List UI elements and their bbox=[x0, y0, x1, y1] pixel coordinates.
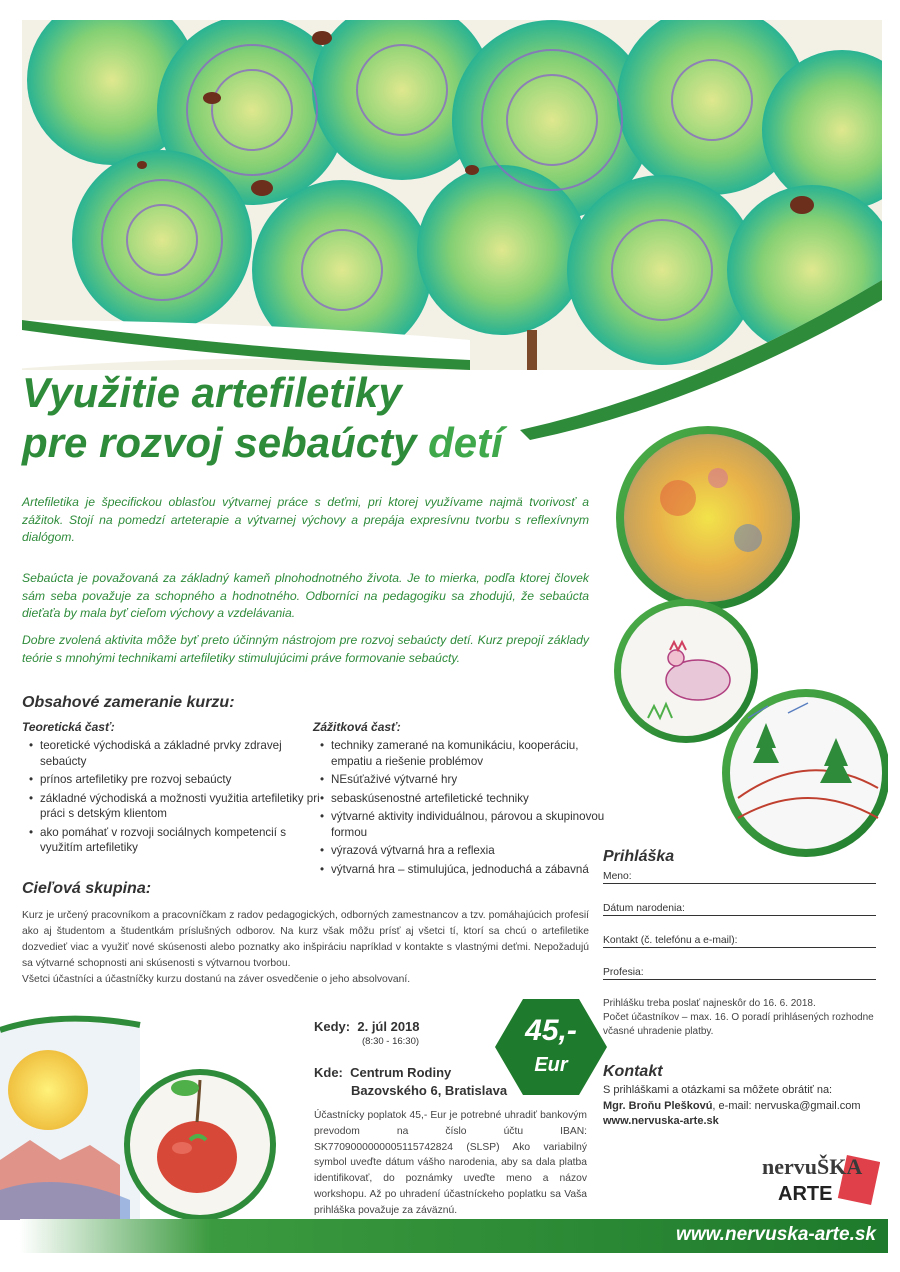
contact-line: S prihláškami a otázkami sa môžete obrátiť na: bbox=[603, 1084, 833, 1096]
artwork-circles bbox=[598, 418, 888, 868]
nervuska-arte-logo bbox=[760, 1150, 880, 1208]
price-amount: 45,- bbox=[525, 1014, 577, 1047]
profession-field[interactable]: Profesia: bbox=[603, 967, 876, 980]
list-item: • teoretické východiská a základné prvky zdravej sebaúcty bbox=[40, 738, 320, 769]
registration-heading: Prihláška bbox=[603, 848, 675, 865]
focus-heading: Obsahové zameranie kurzu: bbox=[22, 694, 235, 711]
page-title bbox=[22, 368, 582, 468]
contact-person bbox=[603, 1099, 888, 1115]
title-line-1: Využitie artefiletiky bbox=[22, 369, 402, 416]
list-item: • ako pomáhať v rozvoji sociálnych kompetencií s využitím artefiletiky bbox=[40, 825, 320, 856]
place-address: Bazovského 6, Bratislava bbox=[351, 1083, 508, 1098]
contact-field[interactable]: Kontakt (č. telefónu a e-mail): bbox=[603, 935, 876, 948]
list-item: • výtvarné aktivity individuálnou, párovou a skupinovou formou bbox=[331, 809, 611, 840]
place-name: Centrum Rodiny bbox=[350, 1065, 452, 1080]
registration-note-1: Prihlášku treba poslať najneskôr do 16. 6. 2018. bbox=[603, 998, 816, 1009]
event-date bbox=[314, 1019, 420, 1034]
intro-paragraph-1: Artefiletika je špecifickou oblasťou výtvarnej práce s deťmi, pri ktorej využívame najmä tvorivosť a zážitok. Stojí na pomedzí arteterapie a výtvarnej výchovy a prepája expresívnu tvorbu s reflexívnym dialógom. bbox=[22, 495, 589, 544]
target-paragraph-2: Všetci účastníci a účastníčky kurzu dostanú na záver osvedčenie o jeho absolvovaní. bbox=[22, 974, 411, 985]
where-label: Kde: bbox=[314, 1065, 343, 1080]
list-item: • NEsúťaživé výtvarné hry bbox=[331, 772, 611, 788]
theory-list bbox=[22, 738, 320, 859]
list-item: • prínos artefiletiky pre rozvoj sebaúcty bbox=[40, 772, 320, 788]
intro-paragraph-3: Dobre zvolená aktivita môže byť preto účinným nástrojom pre rozvoj sebaúcty detí. Kurz prepojí základy teórie s mnohými technikami artefiletiky stimulujúcimi práve formovanie sebaúcty. bbox=[22, 633, 589, 665]
bottom-left-artwork bbox=[0, 1010, 300, 1220]
list-item: • techniky zamerané na komunikáciu, kooperáciu, empatiu a riešenie problémov bbox=[331, 738, 611, 769]
contact-text bbox=[603, 1083, 888, 1130]
list-item: • základné východiská a možnosti využitia artefiletiky pri práci s detským klientom bbox=[40, 791, 320, 822]
target-paragraph-1: Kurz je určený pracovníkom a pracovníčkam z radov pedagogických, odborných zamestnancov a tzv. pomáhajúcich profesií ako aj študentom a študentkám príslušných odborov. Na kurz však môžu prísť aj všetci tí, ktorí sa chcú o artefiletike dozvedieť viac a využiť nové skúsenosti alebo poznatky ako inšpiráciu napríklad v kontakte s vlastnými deťmi. Nepožadujú sa výtvarné schopnosti ani skúsenosti s výtvarnou tvorbou. bbox=[22, 910, 589, 969]
registration-note-2: Počet účastníkov – max. 16. O poradí prihlásených rozhodne včasné uhradenie platby. bbox=[603, 1012, 874, 1037]
contact-email[interactable]: nervuska@gmail.com bbox=[754, 1099, 861, 1112]
intro-paragraph-2: Sebaúcta je považovaná za základný kameň plnohodnotného života. Je to mierka, podľa ktorej človek sám seba považuje za schopného a hodnotného. Odborníci na pedagogiku sa zhodujú, že sebaúcta dieťaťa by mala byť cieľom výchovy a vzdelávania. bbox=[22, 571, 589, 620]
registration-note bbox=[603, 997, 883, 1039]
email-prefix: , e-mail: bbox=[712, 1099, 755, 1112]
list-item: • výtvarná hra – stimulujúca, jednoduchá a zábavná bbox=[331, 862, 611, 878]
birthdate-field[interactable]: Dátum narodenia: bbox=[603, 903, 876, 916]
logo-word-1: nervuŠKA bbox=[762, 1154, 863, 1179]
list-item: • výrazová výtvarná hra a reflexia bbox=[331, 843, 611, 859]
contact-web-link[interactable]: www.nervuska-arte.sk bbox=[603, 1115, 719, 1127]
title-line-2b: detí bbox=[428, 419, 503, 466]
contact-heading: Kontakt bbox=[603, 1063, 663, 1080]
list-item: • sebaskúsenostné artefiletické techniky bbox=[331, 791, 611, 807]
contact-name: Mgr. Broňu Pleškovú bbox=[603, 1099, 713, 1112]
event-time: (8:30 - 16:30) bbox=[362, 1036, 420, 1047]
fee-paragraph: Účastnícky poplatok 45,- Eur je potrebné uhradiť bankovým prevodom na číslo účtu IBAN: SK7709000000005115742824 (SLSP) Ako variabilný symbol uveďte dátum vášho narodenia, aby sa dala platba identifikovať, do poznámky uveďte meno a názov workshopu. Až po uhradení účastníckeho poplatku sa Vaša prihláška považuje za záväznú. bbox=[314, 1110, 587, 1216]
name-field[interactable]: Meno: bbox=[603, 871, 876, 884]
experience-list bbox=[313, 738, 611, 880]
title-line-2 bbox=[22, 418, 582, 468]
experience-heading: Zážitková časť: bbox=[313, 720, 401, 734]
title-line-2a: pre rozvoj sebaúcty bbox=[22, 419, 429, 466]
event-place bbox=[314, 1064, 507, 1100]
when-label: Kedy: bbox=[314, 1019, 351, 1034]
logo-word-2: ARTE bbox=[778, 1183, 833, 1205]
date-value: 2. júl 2018 bbox=[357, 1019, 420, 1034]
theory-heading: Teoretická časť: bbox=[22, 720, 115, 734]
target-heading: Cieľová skupina: bbox=[22, 880, 152, 897]
footer-website-link[interactable]: www.nervuska-arte.sk bbox=[676, 1224, 876, 1245]
price-currency: Eur bbox=[534, 1054, 568, 1076]
